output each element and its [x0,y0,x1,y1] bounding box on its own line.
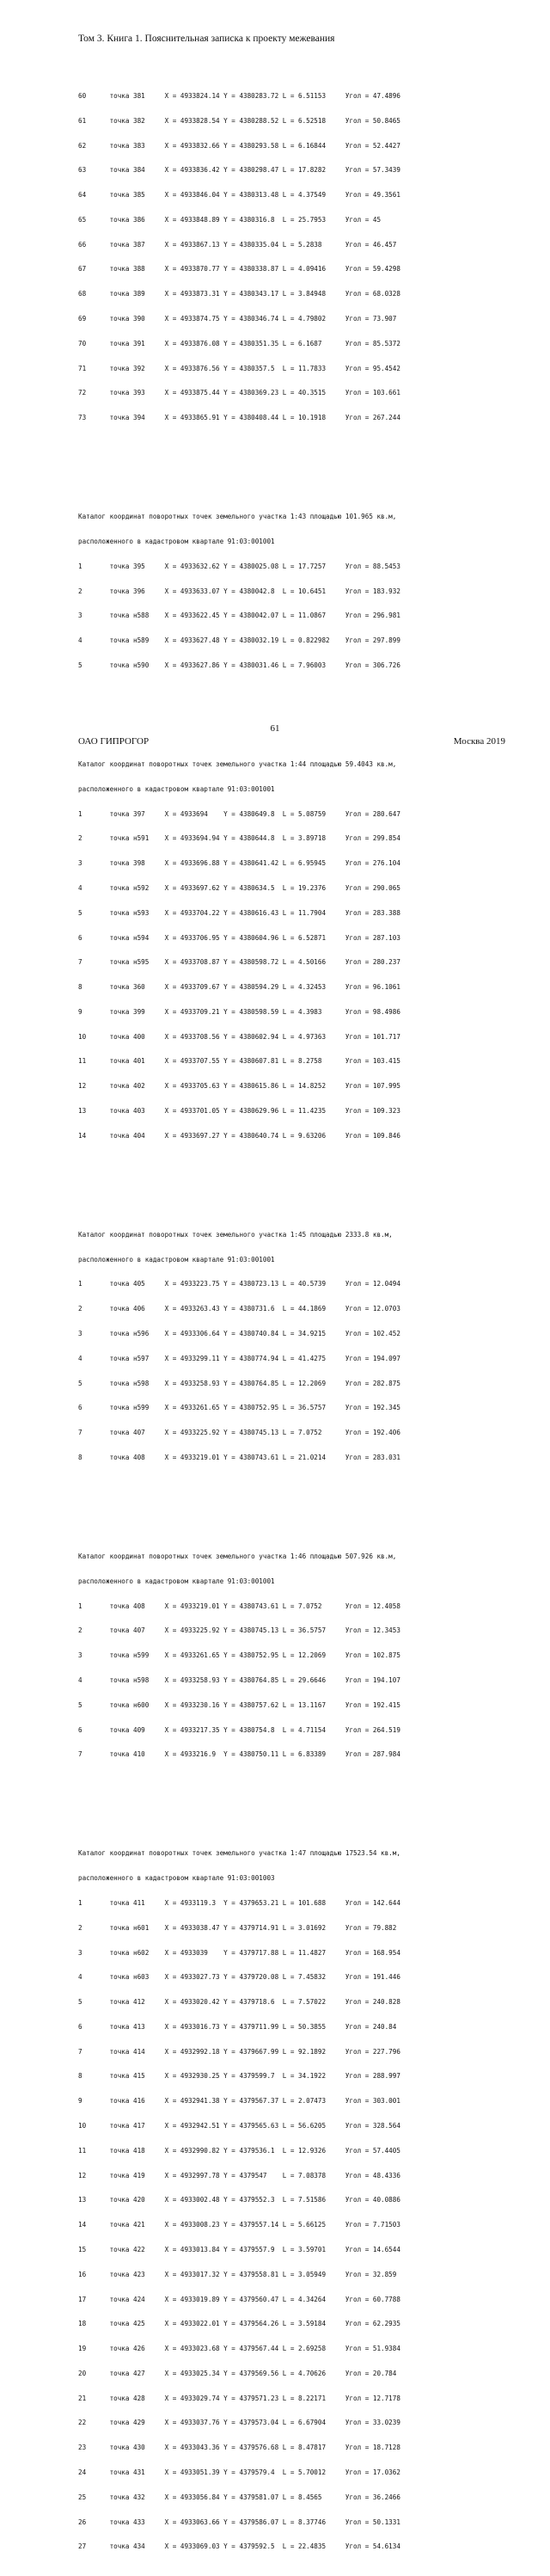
table-row: 4 точка н598 X = 4933258.93 Y = 4380764.85 L = 29.6646 Угол = 194.107 [78,1675,400,1684]
table-row: 1 точка 408 X = 4933219.01 Y = 4380743.61 L = 7.0752 Угол = 12.4058 [78,1602,400,1610]
table-row: 3 точка н588 X = 4933622.45 Y = 4380042.07 L = 11.0867 Угол = 296.981 [78,612,400,620]
table-row: 26 точка 433 X = 4933063.66 Y = 4379586.07 L = 8.37746 Угол = 50.1331 [78,2518,400,2526]
catalog-title: Каталог координат поворотных точек земельного участка 1:46 площадью 507.926 кв.м, [78,1552,397,1561]
table-row: 61 точка 382 X = 4933828.54 Y = 4380288.52 L = 6.52518 Угол = 50.8465 [78,116,400,125]
table-row: 1 точка 397 X = 4933694 Y = 4380649.8 L = 5.08759 Угол = 280.647 [78,809,400,818]
coordinate-catalog [78,51,491,2576]
table-row: 72 точка 393 X = 4933875.44 Y = 4380369.23 L = 40.3515 Угол = 103.661 [78,389,400,397]
catalog-block-1-47 [78,1833,491,2567]
table-row: 66 точка 387 X = 4933867.13 Y = 4380335.04 L = 5.2838 Угол = 46.457 [78,240,397,249]
table-row: 3 точка н602 X = 4933039 Y = 4379717.88 L = 11.4827 Угол = 168.954 [78,1948,400,1957]
table-row: 5 точка н593 X = 4933704.22 Y = 4380616.43 L = 11.7904 Угол = 283.388 [78,908,400,917]
table-row: 13 точка 420 X = 4933002.48 Y = 4379552.3 L = 7.51586 Угол = 40.0886 [78,2196,400,2204]
table-row: 63 точка 384 X = 4933836.42 Y = 4380298.47 L = 17.8282 Угол = 57.3439 [78,166,400,175]
table-row: 5 точка н590 X = 4933627.86 Y = 4380031.46 L = 7.96003 Угол = 306.726 [78,661,400,669]
table-row: 4 точка н597 X = 4933299.11 Y = 4380774.94 L = 41.4275 Угол = 194.097 [78,1354,400,1362]
table-row: 11 точка 418 X = 4932990.82 Y = 4379536.1 L = 12.9326 Угол = 57.4405 [78,2146,400,2155]
page-number: 61 [270,723,280,734]
table-row: 1 точка 411 X = 4933119.3 Y = 4379653.21 L = 101.688 Угол = 142.644 [78,1899,400,1907]
table-row: 71 точка 392 X = 4933876.56 Y = 4380357.5 L = 11.7833 Угол = 95.4542 [78,364,400,372]
table-row: 73 точка 394 X = 4933865.91 Y = 4380408.44 L = 10.1918 Угол = 267.244 [78,414,400,422]
catalog-block-1-44 [78,744,491,1157]
table-row: 17 точка 424 X = 4933019.89 Y = 4379560.47 L = 4.34264 Угол = 60.7788 [78,2295,400,2303]
table-row: 7 точка 410 X = 4933216.9 Y = 4380750.11 L = 6.83389 Угол = 287.984 [78,1750,400,1759]
catalog-subtitle: расположенного в кадастровом квартале 91:03:001003 [78,1874,275,1883]
table-row: 9 точка 416 X = 4932941.38 Y = 4379567.37 L = 2.07473 Угол = 303.001 [78,2097,400,2106]
table-row: 6 точка н599 X = 4933261.65 Y = 4380752.95 L = 36.5757 Угол = 192.345 [78,1404,400,1412]
table-row: 1 точка 395 X = 4933632.62 Y = 4380025.08 L = 17.7257 Угол = 88.5453 [78,562,400,570]
table-row: 14 точка 404 X = 4933697.27 Y = 4380640.74 L = 9.63206 Угол = 109.846 [78,1131,400,1140]
table-row: 3 точка н596 X = 4933306.64 Y = 4380740.84 L = 34.9215 Угол = 102.452 [78,1330,400,1338]
table-row: 6 точка 413 X = 4933016.73 Y = 4379711.99 L = 50.3855 Угол = 240.84 [78,2022,397,2031]
table-row: 5 точка н600 X = 4933230.16 Y = 4380757.62 L = 13.1167 Угол = 192.415 [78,1700,400,1709]
table-row: 4 точка н603 X = 4933027.73 Y = 4379720.08 L = 7.45832 Угол = 191.446 [78,1973,400,1982]
table-row: 2 точка 406 X = 4933263.43 Y = 4380731.6 L = 44.1869 Угол = 12.0703 [78,1305,400,1313]
table-row: 9 точка 399 X = 4933709.21 Y = 4380598.59 L = 4.3983 Угол = 98.4986 [78,1007,400,1016]
table-row: 21 точка 428 X = 4933029.74 Y = 4379571.23 L = 8.22171 Угол = 12.7178 [78,2394,400,2402]
table-row: 4 точка н592 X = 4933697.62 Y = 4380634.5 L = 19.2376 Угол = 290.065 [78,883,400,892]
table-row: 12 точка 402 X = 4933705.63 Y = 4380615.86 L = 14.8252 Угол = 107.995 [78,1082,400,1091]
catalog-title: Каталог координат поворотных точек земельного участка 1:44 площадью 59.4043 кв.м, [78,760,397,769]
table-row: 4 точка н589 X = 4933627.48 Y = 4380032.19 L = 0.822982 Угол = 297.899 [78,636,400,645]
catalog-subtitle: расположенного в кадастровом квартале 91:03:001001 [78,1577,275,1585]
table-row: 5 точка 412 X = 4933020.42 Y = 4379718.6 L = 7.57022 Угол = 240.828 [78,1998,400,2007]
footer-organization: ОАО ГИПРОГОР [78,736,150,747]
table-row: 25 точка 432 X = 4933056.84 Y = 4379581.07 L = 8.4565 Угол = 36.2466 [78,2493,400,2501]
table-row: 15 точка 422 X = 4933013.84 Y = 4379557.9 L = 3.59701 Угол = 14.6544 [78,2245,400,2253]
table-row: 20 точка 427 X = 4933025.34 Y = 4379569.56 L = 4.70626 Угол = 20.784 [78,2369,397,2377]
catalog-title: Каталог координат поворотных точек земельного участка 1:47 площадью 17523.54 кв.м, [78,1849,400,1858]
catalog-subtitle: расположенного в кадастровом квартале 91:03:001001 [78,784,275,793]
table-row: 3 точка н599 X = 4933261.65 Y = 4380752.95 L = 12.2069 Угол = 102.875 [78,1651,400,1660]
table-row: 24 точка 431 X = 4933051.39 Y = 4379579.4 L = 5.70012 Угол = 17.0362 [78,2468,400,2476]
table-row: 7 точка 414 X = 4932992.18 Y = 4379667.99 L = 92.1892 Угол = 227.796 [78,2047,400,2056]
table-row: 6 точка н594 X = 4933706.95 Y = 4380604.96 L = 6.52871 Угол = 287.103 [78,933,400,942]
table-row: 2 точка 396 X = 4933633.07 Y = 4380042.8 L = 10.6451 Угол = 183.932 [78,587,400,595]
table-row: 65 точка 386 X = 4933848.89 Y = 4380316.8 L = 25.7953 Угол = 45 [78,215,382,224]
table-row: 7 точка н595 X = 4933708.87 Y = 4380598.72 L = 4.50166 Угол = 280.237 [78,958,400,967]
table-row: 22 точка 429 X = 4933037.76 Y = 4379573.04 L = 6.67904 Угол = 33.0239 [78,2419,400,2427]
table-row: 3 точка 398 X = 4933696.88 Y = 4380641.42 L = 6.95945 Угол = 276.104 [78,859,400,868]
table-row: 67 точка 388 X = 4933870.77 Y = 4380338.87 L = 4.09416 Угол = 59.4298 [78,265,400,274]
catalog-block-1-43 [78,496,491,686]
table-row: 68 точка 389 X = 4933873.31 Y = 4380343.17 L = 3.84948 Угол = 68.0328 [78,290,400,298]
catalog-title: Каталог координат поворотных точек земельного участка 1:43 площадью 101.965 кв.м, [78,513,397,521]
footer-city-year: Москва 2019 [453,736,505,747]
table-row: 10 точка 417 X = 4932942.51 Y = 4379565.63 L = 56.6205 Угол = 328.564 [78,2122,400,2130]
table-row: 18 точка 425 X = 4933022.01 Y = 4379564.26 L = 3.59184 Угол = 62.2935 [78,2320,400,2328]
table-row: 2 точка 407 X = 4933225.92 Y = 4380745.13 L = 36.5757 Угол = 12.3453 [78,1626,400,1635]
table-row: 8 точка 360 X = 4933709.67 Y = 4380594.29 L = 4.32453 Угол = 96.1061 [78,983,400,992]
table-row: 64 точка 385 X = 4933846.04 Y = 4380313.48 L = 4.37549 Угол = 49.3561 [78,191,400,200]
catalog-subtitle: расположенного в кадастровом квартале 91:03:001001 [78,538,275,546]
catalog-block-1-46 [78,1536,491,1775]
rows-top [78,76,491,439]
table-row: 7 точка 407 X = 4933225.92 Y = 4380745.13 L = 7.0752 Угол = 192.406 [78,1429,400,1437]
table-row: 11 точка 401 X = 4933707.55 Y = 4380607.81 L = 8.2758 Угол = 103.415 [78,1057,400,1066]
table-row: 2 точка н591 X = 4933694.94 Y = 4380644.8 L = 3.89718 Угол = 299.854 [78,834,400,843]
table-row: 60 точка 381 X = 4933824.14 Y = 4380283.72 L = 6.51153 Угол = 47.4896 [78,91,400,100]
table-row: 8 точка 415 X = 4932930.25 Y = 4379599.7 L = 34.1922 Угол = 288.997 [78,2072,400,2081]
table-row: 10 точка 400 X = 4933708.56 Y = 4380602.94 L = 4.97363 Угол = 101.717 [78,1032,400,1041]
table-row: 12 точка 419 X = 4932997.78 Y = 4379547 L = 7.08378 Угол = 48.4336 [78,2171,400,2179]
table-row: 1 точка 405 X = 4933223.75 Y = 4380723.13 L = 40.5739 Угол = 12.0494 [78,1280,400,1288]
catalog-title: Каталог координат поворотных точек земельного участка 1:45 площадью 2333.8 кв.м, [78,1230,393,1239]
table-row: 62 точка 383 X = 4933832.66 Y = 4380293.58 L = 6.16844 Угол = 52.4427 [78,141,400,150]
table-row: 14 точка 421 X = 4933008.23 Y = 4379557.14 L = 5.66125 Угол = 7.71503 [78,2221,400,2229]
catalog-subtitle: расположенного в кадастровом квартале 91:03:001001 [78,1255,275,1263]
table-row: 69 точка 390 X = 4933874.75 Y = 4380346.74 L = 4.79802 Угол = 73.907 [78,315,397,323]
table-row: 27 точка 434 X = 4933069.03 Y = 4379592.5 L = 22.4835 Угол = 54.6134 [78,2542,400,2551]
table-row: 23 точка 430 X = 4933043.36 Y = 4379576.68 L = 8.47817 Угол = 18.7128 [78,2444,400,2452]
table-row: 2 точка н601 X = 4933038.47 Y = 4379714.91 L = 3.01692 Угол = 79.882 [78,1923,397,1932]
table-row: 13 точка 403 X = 4933701.05 Y = 4380629.96 L = 11.4235 Угол = 109.323 [78,1107,400,1115]
table-row: 8 точка 408 X = 4933219.01 Y = 4380743.61 L = 21.0214 Угол = 283.031 [78,1453,400,1461]
table-row: 5 точка н598 X = 4933258.93 Y = 4380764.85 L = 12.2069 Угол = 282.875 [78,1379,400,1387]
table-row: 6 точка 409 X = 4933217.35 Y = 4380754.8 L = 4.71154 Угол = 264.519 [78,1725,400,1734]
page-header: Том 3. Книга 1. Пояснительная записка к проекту межевания [78,34,335,44]
catalog-block-1-45 [78,1214,491,1479]
table-row: 70 точка 391 X = 4933876.08 Y = 4380351.35 L = 6.1687 Угол = 85.5372 [78,339,400,347]
table-row: 19 точка 426 X = 4933023.68 Y = 4379567.44 L = 2.69258 Угол = 51.9384 [78,2345,400,2353]
table-row: 16 точка 423 X = 4933017.32 Y = 4379558.81 L = 3.05949 Угол = 32.859 [78,2270,397,2278]
